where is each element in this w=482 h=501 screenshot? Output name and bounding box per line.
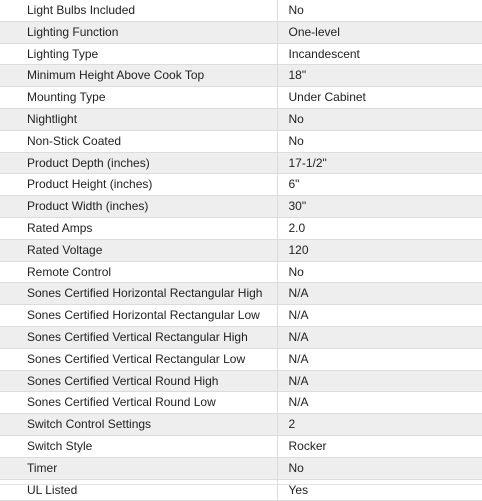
spec-label: Product Height (inches) xyxy=(0,174,277,196)
spec-value: N/A xyxy=(277,348,482,370)
spec-label: Rated Amps xyxy=(0,217,277,239)
spec-label: Sones Certified Vertical Round Low xyxy=(0,392,277,414)
spec-value: Incandescent xyxy=(277,43,482,65)
spec-label: Sones Certified Vertical Rectangular High xyxy=(0,326,277,348)
spec-row-rated-amps xyxy=(0,217,482,239)
spec-value: N/A xyxy=(277,305,482,327)
spec-row-lighting-type xyxy=(0,43,482,65)
spec-value: No xyxy=(277,108,482,130)
spec-label: Lighting Type xyxy=(0,43,277,65)
spec-label: Lighting Function xyxy=(0,21,277,43)
spec-label: Minimum Height Above Cook Top xyxy=(0,65,277,87)
spec-row-sones-vertical-round-high xyxy=(0,370,482,392)
spec-row-switch-control-settings xyxy=(0,414,482,436)
spec-value: 6" xyxy=(277,174,482,196)
bottom-divider xyxy=(0,484,482,485)
spec-label: Sones Certified Vertical Round High xyxy=(0,370,277,392)
spec-label: Sones Certified Vertical Rectangular Low xyxy=(0,348,277,370)
spec-value: Yes xyxy=(277,479,482,501)
spec-value: One-level xyxy=(277,21,482,43)
spec-label: Light Bulbs Included xyxy=(0,0,277,21)
spec-value: 120 xyxy=(277,239,482,261)
spec-label: Nightlight xyxy=(0,108,277,130)
spec-value: 2 xyxy=(277,414,482,436)
spec-value: No xyxy=(277,261,482,283)
spec-value: 17-1/2" xyxy=(277,152,482,174)
spec-value: No xyxy=(277,0,482,21)
spec-row-product-depth xyxy=(0,152,482,174)
spec-row-minimum-height-above-cook-top xyxy=(0,65,482,87)
spec-label: Switch Style xyxy=(0,435,277,457)
spec-row-sones-horizontal-rectangular-high xyxy=(0,283,482,305)
spec-value: No xyxy=(277,457,482,479)
spec-label: Switch Control Settings xyxy=(0,414,277,436)
spec-row-light-bulbs-included xyxy=(0,0,482,21)
spec-row-mounting-type xyxy=(0,87,482,109)
spec-value: 30" xyxy=(277,196,482,218)
spec-row-product-width xyxy=(0,196,482,218)
spec-label: Sones Certified Horizontal Rectangular Low xyxy=(0,305,277,327)
spec-label: Sones Certified Horizontal Rectangular High xyxy=(0,283,277,305)
spec-value: 2.0 xyxy=(277,217,482,239)
spec-row-sones-vertical-rectangular-high xyxy=(0,326,482,348)
spec-label: Timer xyxy=(0,457,277,479)
spec-label: Product Depth (inches) xyxy=(0,152,277,174)
spec-label: Rated Voltage xyxy=(0,239,277,261)
spec-row-product-height xyxy=(0,174,482,196)
spec-row-lighting-function xyxy=(0,21,482,43)
spec-row-rated-voltage xyxy=(0,239,482,261)
spec-value: No xyxy=(277,130,482,152)
spec-row-timer xyxy=(0,457,482,479)
spec-label: Non-Stick Coated xyxy=(0,130,277,152)
spec-row-non-stick-coated xyxy=(0,130,482,152)
spec-value: N/A xyxy=(277,370,482,392)
spec-value: N/A xyxy=(277,392,482,414)
spec-label: Remote Control xyxy=(0,261,277,283)
spec-value: N/A xyxy=(277,283,482,305)
spec-value: 18" xyxy=(277,65,482,87)
spec-row-nightlight xyxy=(0,108,482,130)
spec-value: Under Cabinet xyxy=(277,87,482,109)
spec-row-remote-control xyxy=(0,261,482,283)
spec-label: Mounting Type xyxy=(0,87,277,109)
spec-value: Rocker xyxy=(277,435,482,457)
spec-value: N/A xyxy=(277,326,482,348)
spec-row-sones-horizontal-rectangular-low xyxy=(0,305,482,327)
spec-row-switch-style xyxy=(0,435,482,457)
spec-row-sones-vertical-round-low xyxy=(0,392,482,414)
spec-label: Product Width (inches) xyxy=(0,196,277,218)
spec-row-sones-vertical-rectangular-low xyxy=(0,348,482,370)
spec-label: UL Listed xyxy=(0,479,277,501)
